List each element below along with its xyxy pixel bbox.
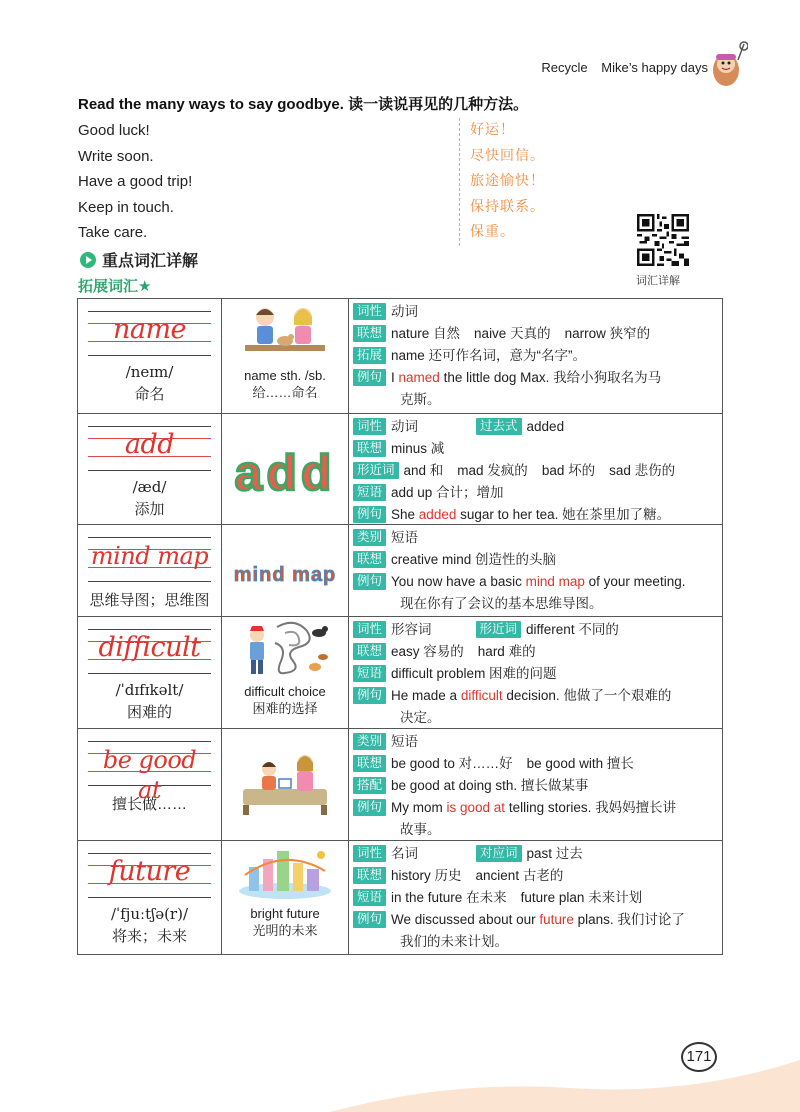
- phrase-text: add up 合计；增加: [391, 485, 504, 500]
- picture-caption: 光明的未来: [252, 923, 318, 938]
- example-continuation: 决定。: [400, 710, 441, 725]
- translation-list: [459, 118, 545, 246]
- vocab-word: add: [124, 429, 175, 460]
- picture-cell: [222, 729, 349, 840]
- future-city-illustration: [235, 841, 335, 905]
- table-row: [78, 413, 722, 524]
- part-of-speech: 动词: [391, 419, 419, 434]
- tag-badge: 联想: [353, 551, 386, 568]
- detail-cell: [349, 414, 722, 524]
- picture-cell: [222, 299, 349, 413]
- assoc-word: hard 难的: [477, 644, 536, 659]
- similar-word: bad 坏的: [541, 463, 596, 478]
- example-text: He made a: [391, 688, 461, 703]
- tag-badge: 短语: [353, 665, 386, 682]
- tag-badge: 过去式: [476, 418, 522, 435]
- assoc-word: minus 减: [391, 441, 445, 456]
- phrase-text: future plan 未来计划: [520, 890, 643, 905]
- mind-map-letters-illustration: [223, 525, 347, 615]
- translation-item: 尽快回信。: [470, 147, 545, 164]
- phonetic: /ˈdɪfɪkəlt/: [115, 681, 184, 699]
- word-cell: [78, 414, 222, 524]
- tag-badge: 联想: [353, 643, 386, 660]
- collocation-text: be good at doing sth. 擅长做某事: [391, 778, 589, 793]
- detail-cell: [349, 729, 722, 840]
- naming-children-illustration: [235, 299, 335, 367]
- tag-badge: 联想: [353, 867, 386, 884]
- table-row: [78, 299, 722, 413]
- tag-badge: 词性: [353, 418, 386, 435]
- tag-badge: 类别: [353, 529, 386, 546]
- example-text: My mom: [391, 800, 447, 815]
- tag-badge: 联想: [353, 325, 386, 342]
- example-continuation: 现在你有了会议的基本思维导图。: [400, 596, 603, 611]
- vocab-word: future: [108, 856, 191, 887]
- vocab-word: difficult: [98, 632, 201, 663]
- part-of-speech: 动词: [391, 304, 419, 319]
- picture-caption: name sth. /sb.: [244, 368, 326, 383]
- picture-cell: [222, 841, 349, 954]
- word-type: 短语: [391, 530, 419, 545]
- phrase-text: in the future 在未来: [391, 890, 507, 905]
- intro-title: Read the many ways to say goodbye. 读一读说再见的几种方法。: [78, 96, 529, 113]
- detail-cell: [349, 617, 722, 728]
- example-text: She: [391, 507, 419, 522]
- maze-choice-illustration: [235, 617, 335, 683]
- assoc-word: ancient 古老的: [475, 868, 564, 883]
- example-text: telling stories. 我妈妈擅长讲: [505, 800, 677, 815]
- translation-item: 保持联系。: [470, 198, 545, 215]
- vocab-word: name: [112, 314, 187, 345]
- qr-caption: 词汇详解: [636, 275, 680, 287]
- qr-code-icon[interactable]: [637, 214, 689, 266]
- phrase-text: difficult problem 困难的问题: [391, 666, 557, 681]
- example-text: I: [391, 370, 399, 385]
- word-meaning: 思维导图；思维图: [89, 592, 210, 609]
- example-text: decision. 他做了一个艰难的: [502, 688, 672, 703]
- tag-badge: 搭配: [353, 777, 386, 794]
- detail-cell: [349, 841, 722, 954]
- example-highlight: is good at: [446, 800, 506, 815]
- tag-badge: 短语: [353, 889, 386, 906]
- assoc-word: easy 容易的: [391, 644, 464, 659]
- picture-cell: [222, 414, 349, 524]
- phrase-item: Have a good trip!: [78, 173, 193, 190]
- picture-caption: 困难的选择: [252, 701, 318, 716]
- word-meaning: 将来；未来: [111, 928, 187, 945]
- tag-badge: 类别: [353, 733, 386, 750]
- translation-item: 保重。: [470, 224, 515, 240]
- example-text: You now have a basic: [391, 574, 526, 589]
- extension-text: name 还可作名词，意为“名字”。: [391, 348, 587, 363]
- vocab-table: [77, 298, 723, 955]
- tag-badge: 例句: [353, 799, 386, 816]
- decorative-wave: [330, 1040, 800, 1112]
- word-meaning: 困难的: [126, 704, 172, 721]
- part-of-speech: 形容词: [391, 622, 432, 637]
- word-meaning: 命名: [134, 386, 165, 403]
- vocab-word: be good at: [102, 746, 197, 804]
- tag-badge: 形近词: [476, 621, 522, 638]
- assoc-word: nature 自然: [391, 326, 461, 341]
- example-highlight: named: [398, 370, 440, 385]
- word-meaning: 添加: [134, 501, 165, 518]
- example-continuation: 克斯。: [400, 392, 441, 407]
- word-cell: [78, 617, 222, 728]
- phonetic: /æd/: [132, 478, 167, 496]
- unit-title: Mike’s happy days: [601, 60, 708, 75]
- translation-item: 好运！: [470, 122, 515, 138]
- assoc-word: naive 天真的: [474, 326, 551, 341]
- example-text: the little dog Max. 我给小狗取名为马: [439, 370, 662, 385]
- similar-word: and 和: [403, 463, 444, 478]
- phrase-item: Take care.: [78, 224, 148, 241]
- detail-cell: [349, 299, 722, 413]
- example-highlight: mind map: [525, 574, 585, 589]
- picture-cell: [222, 617, 349, 728]
- example-text: of your meeting.: [584, 574, 686, 589]
- similar-word: mad 发疯的: [457, 463, 528, 478]
- assoc-word: creative mind 创造性的头脑: [391, 552, 557, 567]
- section-title-text: 重点词汇详解: [102, 253, 199, 270]
- example-continuation: 故事。: [400, 822, 441, 837]
- example-highlight: added: [418, 507, 457, 522]
- tag-badge: 短语: [353, 484, 386, 501]
- word-type: 短语: [391, 734, 419, 749]
- page-number: 171: [681, 1042, 717, 1072]
- running-header: [531, 60, 708, 75]
- mind-map-picture-text: mind map: [233, 564, 337, 586]
- table-row: [78, 524, 722, 616]
- tag-badge: 联想: [353, 755, 386, 772]
- part-of-speech: 名词: [391, 846, 419, 861]
- section-title: [80, 248, 198, 271]
- similar-word: sad 悲伤的: [609, 463, 676, 478]
- example-highlight: difficult: [460, 688, 503, 703]
- similar-word: different 不同的: [526, 622, 619, 637]
- phonetic: /ˈfjuːtʃə(r)/: [111, 905, 188, 923]
- tag-badge: 形近词: [353, 462, 399, 479]
- example-text: sugar to her tea. 她在茶里加了糖。: [456, 507, 671, 522]
- tag-badge: 词性: [353, 845, 386, 862]
- subsection-title: 拓展词汇★: [78, 278, 152, 295]
- add-picture-text: add: [234, 445, 336, 501]
- example-continuation: 我们的未来计划。: [400, 934, 508, 949]
- past-tense: added: [526, 419, 565, 434]
- unit-label: Recycle: [541, 60, 588, 75]
- tag-badge: 例句: [353, 506, 386, 523]
- play-icon: [80, 252, 96, 268]
- tag-badge: 例句: [353, 369, 386, 386]
- mascot-icon: [704, 40, 748, 90]
- tag-badge: 拓展: [353, 347, 386, 364]
- opposite-word: past 过去: [526, 846, 583, 861]
- table-row: [78, 728, 722, 840]
- picture-caption: bright future: [250, 906, 320, 921]
- translation-item: 旅途愉快！: [470, 173, 545, 189]
- phrase-item: Good luck!: [78, 122, 150, 139]
- vocab-word: mind map: [90, 542, 209, 570]
- add-letters-illustration: [226, 414, 344, 522]
- picture-caption: difficult choice: [244, 684, 326, 699]
- phrase-item: Write soon.: [78, 147, 154, 165]
- tag-badge: 例句: [353, 687, 386, 704]
- storytelling-illustration: [235, 749, 335, 817]
- assoc-word: be good with 擅长: [526, 756, 634, 771]
- word-meaning: 擅长做……: [111, 796, 187, 813]
- assoc-word: history 历史: [391, 868, 462, 883]
- picture-cell: [222, 525, 349, 616]
- example-text: plans. 我们讨论了: [573, 912, 685, 927]
- phrase-list: [78, 118, 192, 246]
- tag-badge: 例句: [353, 911, 386, 928]
- tag-badge: 词性: [353, 621, 386, 638]
- tag-badge: 词性: [353, 303, 386, 320]
- table-row: [78, 840, 722, 954]
- tag-badge: 例句: [353, 573, 386, 590]
- word-cell: [78, 841, 222, 954]
- phrase-item: Keep in touch.: [78, 198, 174, 216]
- word-cell: [78, 729, 222, 840]
- phonetic: /neɪm/: [125, 363, 174, 381]
- word-cell: [78, 299, 222, 413]
- word-cell: [78, 525, 222, 616]
- tag-badge: 对应词: [476, 845, 522, 862]
- tag-badge: 联想: [353, 440, 386, 457]
- example-highlight: future: [539, 912, 574, 927]
- detail-cell: [349, 525, 722, 616]
- assoc-word: be good to 对……好: [391, 756, 513, 771]
- assoc-word: narrow 狭窄的: [564, 326, 651, 341]
- example-text: We discussed about our: [391, 912, 540, 927]
- picture-caption: 给……命名: [252, 385, 318, 400]
- table-row: [78, 616, 722, 728]
